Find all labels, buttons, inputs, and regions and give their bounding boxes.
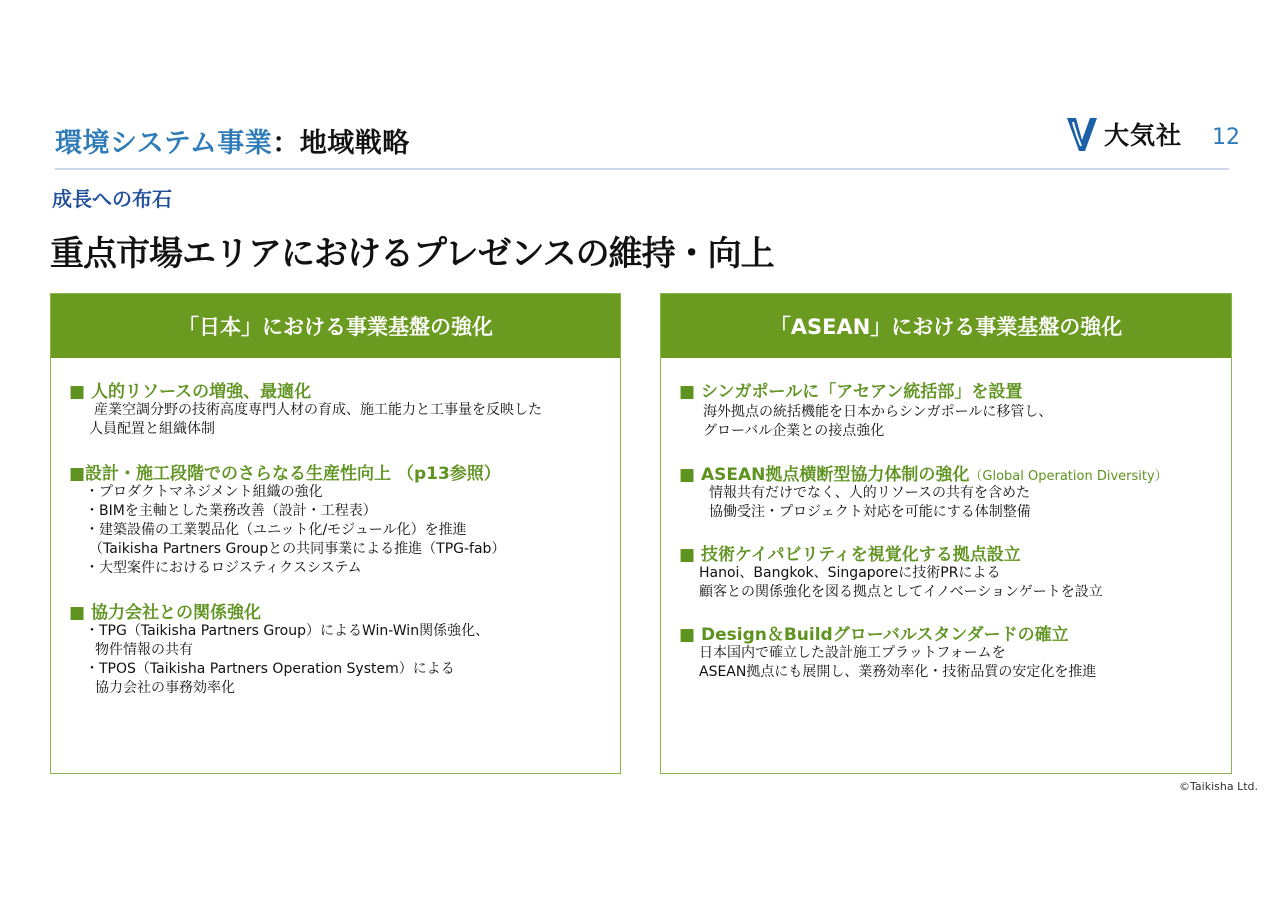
asean-section-title-text: ■ ASEAN拠点横断型協力体制の強化 — [679, 465, 970, 485]
asean-section-line: 協働受注・プロジェクト対応を可能にする体制整備 — [709, 504, 1031, 520]
header-divider — [55, 168, 1229, 170]
japan-section-line: ・大型案件におけるロジスティクスシステム — [85, 560, 362, 576]
japan-section-line: ・BIMを主軸とした業務改善（設計・工程表） — [85, 503, 377, 519]
asean-section-title — [679, 620, 1069, 645]
asean-panel — [660, 293, 1232, 774]
slide-title-segment: 環境システム事業 — [55, 128, 273, 159]
asean-section-title-text: ■ シンガポールに「アセアン統括部」を設置 — [679, 382, 1023, 402]
japan-section-title: ■ 人的リソースの増強、最適化 — [69, 382, 312, 402]
japan-panel-heading: 「日本」における事業基盤の強化 — [51, 294, 620, 358]
asean-section-line: 日本国内で確立した設計施工プラットフォームを — [699, 645, 1006, 661]
japan-section-line: ・プロダクトマネジメント組織の強化 — [85, 484, 323, 500]
asean-section-line: 海外拠点の統括機能を日本からシンガポールに移管し、 — [703, 404, 1053, 420]
asean-section-title-text: ■ 技術ケイパビリティを視覚化する拠点設立 — [679, 545, 1021, 565]
asean-section-line: 情報共有だけでなく、人的リソースの共有を含めた — [709, 485, 1031, 501]
slide-title-topic: ：地域戦略 — [272, 128, 410, 159]
asean-section-line: グローバル企業との接点強化 — [703, 423, 885, 439]
asean-section-title-text: ■ Design＆Buildグローバルスタンダードの確立 — [679, 625, 1069, 645]
asean-section-title — [679, 460, 1168, 485]
main-title: 重点市場エリアにおけるプレゼンスの維持・向上 — [50, 234, 774, 274]
japan-section-title: ■ 協力会社との関係強化 — [69, 603, 261, 623]
asean-section-title-suffix: （Global Operation Diversity） — [969, 469, 1168, 484]
asean-section-line: 顧客との関係強化を図る拠点としてイノベーションゲートを設立 — [699, 584, 1103, 600]
asean-section-title — [679, 540, 1021, 565]
japan-section-line: ・建築設備の工業製品化（ユニット化/モジュール化）を推進 — [85, 522, 467, 538]
japan-section-line: ・TPOS（Taikisha Partners Operation System）による — [85, 661, 455, 677]
company-logo — [1064, 112, 1192, 156]
logo-mark-icon — [1064, 114, 1100, 154]
japan-section-line: 物件情報の共有 — [95, 642, 193, 658]
japan-section-line: 人員配置と組織体制 — [89, 421, 215, 437]
asean-panel-heading: 「ASEAN」における事業基盤の強化 — [661, 294, 1231, 358]
japan-panel — [50, 293, 621, 774]
japan-section-line: 協力会社の事務効率化 — [95, 680, 235, 696]
section-subtitle: 成長への布石 — [52, 187, 172, 211]
copyright-notice: ©Taikisha Ltd. — [1179, 780, 1258, 793]
page-number: 12 — [1212, 125, 1240, 150]
asean-section-title — [679, 377, 1022, 402]
japan-section-line: （Taikisha Partners Groupとの共同事業による推進（TPG-fab） — [89, 541, 506, 557]
asean-section-line: Hanoi、Bangkok、Singaporeに技術PRによる — [699, 565, 1001, 581]
japan-section-title: ■設計・施工段階でのさらなる生産性向上 （p13参照） — [69, 464, 501, 484]
japan-section-line: ・TPG（Taikisha Partners Group）によるWin-Win関係強化、 — [85, 623, 490, 639]
japan-section-line: 産業空調分野の技術高度専門人材の育成、施工能力と工事量を反映した — [94, 402, 542, 418]
asean-section-line: ASEAN拠点にも展開し、業務効率化・技術品質の安定化を推進 — [699, 664, 1097, 680]
logo-text: 大気社 — [1104, 121, 1183, 150]
slide-title — [55, 121, 410, 160]
